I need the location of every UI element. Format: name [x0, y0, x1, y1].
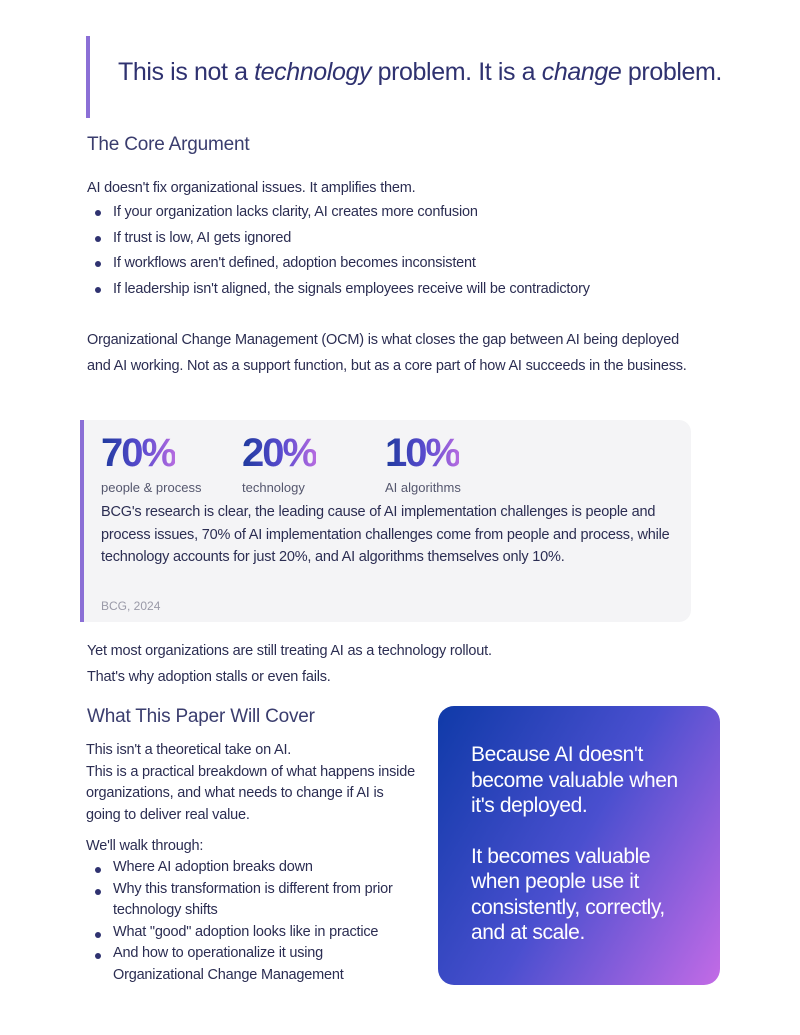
list-item: What "good" adoption looks like in practice [113, 922, 403, 944]
rollout-line-2: That's why adoption stalls or even fails. [87, 669, 331, 685]
list-item: If workflows aren't defined, adoption becomes inconsistent [113, 251, 693, 277]
list-item: Where AI adoption breaks down [113, 857, 403, 879]
cover-heading: What This Paper Will Cover [87, 706, 315, 727]
list-item: Why this transformation is different from prior technology shifts [113, 879, 403, 922]
list-item: If leadership isn't aligned, the signals employees receive will be contradictory [113, 277, 693, 303]
callout-box [438, 706, 720, 985]
callout-text [471, 742, 701, 946]
cover-paragraph-line-2: This is a practical breakdown of what happens inside organizations, and what needs to change if AI is going to deliver real value. [86, 763, 415, 823]
stat-ai-algorithms [385, 428, 461, 495]
rollout-line-1: Yet most organizations are still treating AI as a technology rollout. [87, 643, 492, 659]
stat-value: 20% [242, 428, 316, 478]
stat-value: 70% [101, 428, 175, 478]
ocm-paragraph: Organizational Change Management (OCM) is what closes the gap between AI being deployed and AI working. Not as a support function, but as a core part of how AI succeeds in the business. [87, 332, 687, 374]
cover-walk-label: We'll walk through: [86, 838, 204, 854]
cover-bullet-list [113, 857, 403, 986]
stats-card [80, 420, 691, 622]
list-item: If your organization lacks clarity, AI creates more confusion [113, 200, 693, 226]
pull-quote-text: This is not a technology problem. It is a change problem. [118, 58, 722, 86]
callout-paragraph-2: It becomes valuable when people use it consistently, correctly, and at scale. [471, 844, 665, 944]
callout-paragraph-1: Because AI doesn't become valuable when it's deployed. [471, 743, 678, 817]
core-argument-heading: The Core Argument [87, 134, 250, 155]
list-item: And how to operationalize it using Organizational Change Management [113, 943, 403, 986]
stat-label: AI algorithms [385, 480, 461, 495]
stat-label: people & process [101, 480, 202, 495]
stat-technology [242, 428, 316, 495]
pull-quote [86, 36, 746, 118]
list-item: If trust is low, AI gets ignored [113, 226, 693, 252]
stat-label: technology [242, 480, 305, 495]
core-intro: AI doesn't fix organizational issues. It amplifies them. [87, 180, 416, 196]
cover-content [86, 740, 421, 858]
cover-paragraph-line-1: This isn't a theoretical take on AI. [86, 742, 292, 758]
stats-body: BCG's research is clear, the leading cause of AI implementation challenges is people and process issues, 70% of AI implementation challenges come from people and process, while technology accounts for just 20%, and AI algorithms themselves only 10%. [101, 504, 670, 565]
core-bullet-list [113, 200, 693, 302]
stats-source: BCG, 2024 [101, 599, 161, 613]
stat-people-process [101, 428, 201, 495]
stat-value: 10% [385, 428, 459, 478]
